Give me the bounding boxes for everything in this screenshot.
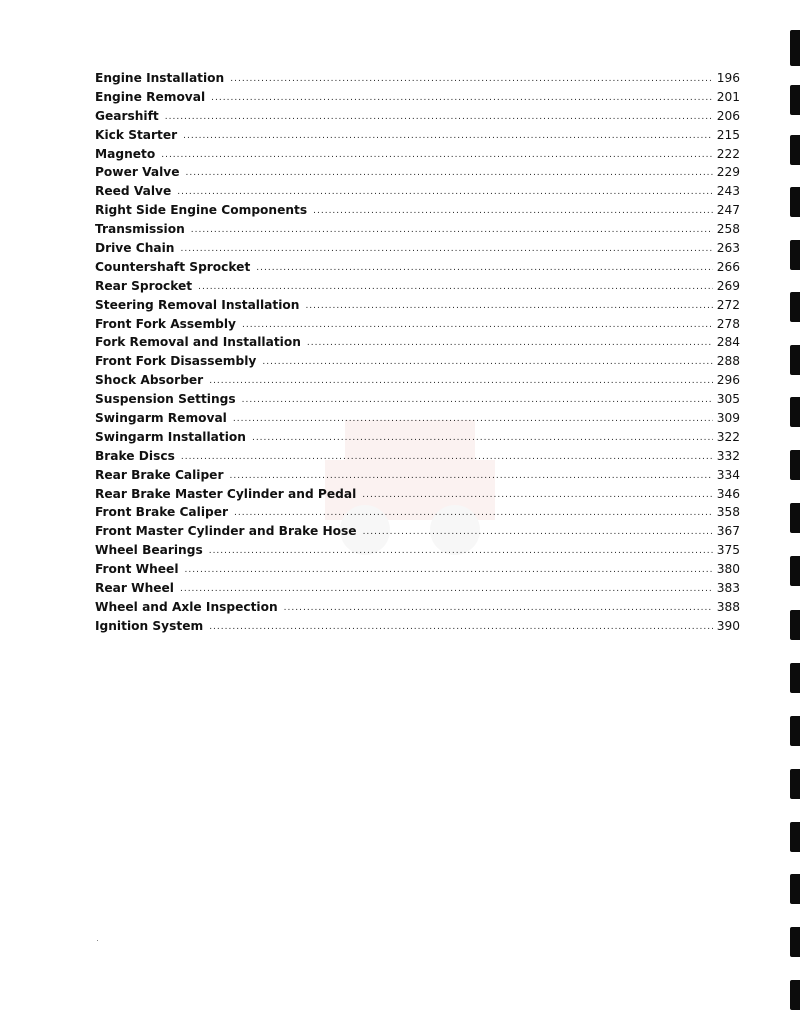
toc-entry-page: 367 [716,524,740,539]
dot-leader [305,297,712,316]
toc-entry[interactable] [95,163,740,182]
binding-hole [790,716,800,746]
dot-leader [185,561,713,580]
toc-entry-title: Suspension Settings [95,392,236,407]
toc-entry[interactable] [95,220,740,239]
dot-leader [229,467,712,486]
toc-entry[interactable] [95,409,740,428]
toc-entry-page: 383 [716,581,740,596]
scan-speck [97,940,98,941]
binding-hole [790,85,800,115]
toc-entry[interactable] [95,107,740,126]
toc-entry[interactable] [95,447,740,466]
toc-entry-title: Rear Brake Caliper [95,467,224,482]
toc-entry-title: Front Fork Disassembly [95,354,257,369]
dot-leader [234,504,713,523]
toc-entry[interactable] [95,560,740,579]
binding-hole [790,30,800,66]
toc-entry-title: Front Wheel [95,562,179,577]
dot-leader [161,146,713,165]
binding-hole [790,450,800,480]
toc-entry-page: 322 [716,429,740,444]
toc-entry-page: 334 [716,467,740,482]
toc-entry-title: Steering Removal Installation [95,297,300,312]
dot-leader [180,580,713,599]
dot-leader [185,164,712,183]
dot-leader [180,240,712,259]
toc-entry-title: Front Master Cylinder and Brake Hose [95,524,357,539]
toc-entry-page: 215 [716,127,740,142]
binding-hole [790,822,800,852]
toc-entry-title: Rear Sprocket [95,278,193,293]
dot-leader [209,372,713,391]
toc-entry[interactable] [95,88,740,107]
toc-entry[interactable] [95,333,740,352]
toc-entry-title: Fork Removal and Installation [95,335,301,350]
binding-hole [790,345,800,375]
toc-entry-page: 243 [716,184,740,199]
binding-hole [790,980,800,1010]
toc-entry[interactable] [95,541,740,560]
toc-entry-page: 247 [716,203,740,218]
toc-entry-page: 284 [716,335,740,350]
toc-entry[interactable] [95,315,740,334]
dot-leader [252,429,713,448]
binding-hole [790,556,800,586]
toc-entry-title: Front Fork Assembly [95,316,236,331]
toc-entry-page: 358 [716,505,740,520]
toc-entry-page: 375 [716,543,740,558]
toc-entry[interactable] [95,466,740,485]
dot-leader [211,89,713,108]
toc-entry-page: 206 [716,108,740,123]
binding-hole [790,663,800,693]
binding-hole [790,292,800,322]
toc-entry-title: Rear Wheel [95,581,174,596]
toc-entry[interactable] [95,485,740,504]
binding-hole [790,135,800,165]
dot-leader [191,221,713,240]
toc-entry-title: Ignition System [95,618,204,633]
dot-leader [233,410,713,429]
toc-entry-page: 196 [716,71,740,85]
toc-entry-page: 390 [716,618,740,633]
dot-leader [307,334,713,353]
toc-entry[interactable] [95,579,740,598]
toc-entry-title: Engine Removal [95,89,206,104]
toc-entry[interactable] [95,258,740,277]
toc-entry[interactable] [95,201,740,220]
toc-entry-page: 272 [716,297,740,312]
toc-entry-title: Wheel Bearings [95,543,203,558]
toc-entry-title: Engine Installation [95,71,225,85]
toc-entry-page: 305 [716,392,740,407]
toc-entry-title: Shock Absorber [95,373,204,388]
toc-entry-page: 269 [716,278,740,293]
toc-entry-title: Swingarm Installation [95,429,246,444]
toc-entry[interactable] [95,296,740,315]
dot-leader [262,353,712,372]
toc-entry-title: Right Side Engine Components [95,203,308,218]
dot-leader [230,70,712,89]
toc-entry-title: Kick Starter [95,127,178,142]
toc-entry-page: 388 [716,599,740,614]
dot-leader [256,259,712,278]
toc-entry[interactable] [95,182,740,201]
binding-hole [790,240,800,270]
binding-hole [790,927,800,957]
binding-hole [790,610,800,640]
toc-entry-title: Transmission [95,222,185,237]
toc-entry-page: 266 [716,259,740,274]
table-of-contents [95,69,740,636]
dot-leader [165,108,713,127]
toc-entry-page: 346 [716,486,740,501]
binding-hole [790,503,800,533]
toc-entry-page: 263 [716,241,740,256]
dot-leader [209,618,713,637]
toc-entry-title: Gearshift [95,108,159,123]
binding-hole [790,769,800,799]
toc-entry-title: Swingarm Removal [95,411,227,426]
toc-entry[interactable] [95,617,740,636]
toc-entry-page: 258 [716,222,740,237]
toc-entry[interactable] [95,522,740,541]
toc-entry[interactable] [95,428,740,447]
dot-leader [177,183,712,202]
toc-entry-page: 229 [716,165,740,180]
dot-leader [284,599,713,618]
toc-entry[interactable] [95,69,740,88]
toc-entry-title: Reed Valve [95,184,172,199]
toc-entry-page: 332 [716,448,740,463]
toc-entry[interactable] [95,598,740,617]
dot-leader [242,391,713,410]
toc-entry[interactable] [95,503,740,522]
dot-leader [181,448,713,467]
toc-entry-page: 222 [716,146,740,161]
toc-entry[interactable] [95,352,740,371]
toc-entry-title: Front Brake Caliper [95,505,229,520]
toc-entry[interactable] [95,277,740,296]
toc-entry-title: Rear Brake Master Cylinder and Pedal [95,486,357,501]
toc-entry-title: Drive Chain [95,241,175,256]
toc-entry-title: Countershaft Sprocket [95,259,251,274]
binding-hole [790,187,800,217]
toc-entry-title: Magneto [95,146,156,161]
toc-entry-page: 278 [716,316,740,331]
dot-leader [198,278,713,297]
toc-entry-title: Brake Discs [95,448,175,463]
dot-leader [242,316,713,335]
dot-leader [363,523,713,542]
toc-entry-title: Wheel and Axle Inspection [95,599,278,614]
dot-leader [362,486,712,505]
spiral-binding [786,0,800,1035]
toc-entry-page: 296 [716,373,740,388]
dot-leader [183,127,713,146]
toc-entry-page: 309 [716,411,740,426]
toc-entry-page: 380 [716,562,740,577]
toc-entry-page: 201 [716,89,740,104]
dot-leader [313,202,713,221]
toc-entry-page: 288 [716,354,740,369]
toc-entry[interactable] [95,126,740,145]
toc-entry[interactable] [95,390,740,409]
toc-entry[interactable] [95,371,740,390]
toc-entry-title: Power Valve [95,165,180,180]
binding-hole [790,397,800,427]
dot-leader [209,542,713,561]
binding-hole [790,874,800,904]
toc-entry[interactable] [95,239,740,258]
toc-entry[interactable] [95,145,740,164]
